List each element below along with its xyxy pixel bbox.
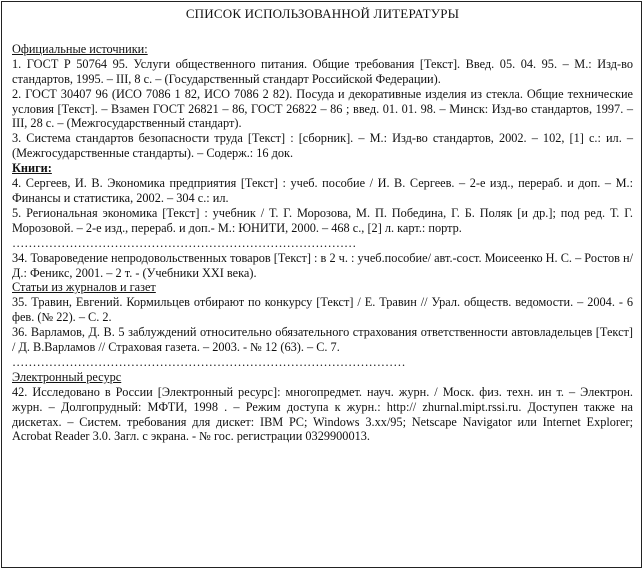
list-item: 34. Товароведение непродовольственных товаров [Текст] : в 2 ч. : учеб.пособие/ авт.-сост. Моисеенко Н. С. – Ростов н/Д.: Феникс, 2001. – 2 т. - (Учебники XXI века).	[12, 250, 633, 280]
list-item: 35. Травин, Евгений. Кормильцев отбирают по конкурсу [Текст] / Е. Травин // Урал. обществ. ведомости. – 2004. - 6 фев. (№ 22). – С. 2.	[12, 295, 633, 325]
bibliography-page	[1, 1, 642, 568]
section-heading-official: Официальные источники:	[12, 41, 148, 56]
section-heading-electronic: Электронный ресурс	[12, 369, 122, 384]
page-title: СПИСОК ИСПОЛЬЗОВАННОЙ ЛИТЕРАТУРЫ	[185, 6, 460, 21]
list-item: 36. Варламов, Д. В. 5 заблуждений относительно обязательного страхования ответственности автовладельцев [Текст] / Д. В.Варламов // Страховая газета. – 2003. - № 12 (63). – С. 7.	[12, 325, 633, 355]
list-item: 1. ГОСТ Р 50764 95. Услуги общественного питания. Общие требования [Текст]. Введ. 05. 04. 95. – М.: Изд-во стандартов, 1995. – III, 8 с. – (Государственный стандарт Российской Федерации).	[12, 56, 633, 86]
list-item: 3. Система стандартов безопасности труда [Текст] : [сборник]. – М.: Изд-во стандартов, 2002. – 102, [1] с.: ил. – (Межгосударственные стандарты). – Содерж.: 16 док.	[12, 131, 633, 161]
section-heading-articles: Статьи из журналов и газет	[12, 280, 156, 295]
ellipsis-divider: …………………………………………………………………………	[12, 235, 357, 250]
list-item: 42. Исследовано в России [Электронный ресурс]: многопредмет. науч. журн. / Моск. физ. техн. ин т. – Электрон. журн. – Долгопрудный: МФТИ, 1998 . – Режим доступа к журн.: http:// zhurnal.mipt.rssi.ru. Доступен также на дискетах. – Систем. требования для дискет: IBM PC; Windows 3.xx/95; Netscape Navigator или Internet Explorer; Acrobat Reader 3.0. Загл. с экрана. - № гос. регистрации 0329900013.	[12, 384, 633, 444]
ellipsis-divider: ……………………………………………………………………………………	[12, 354, 406, 369]
list-item: 2. ГОСТ 30407 96 (ИСО 7086 1 82, ИСО 7086 2 82). Посуда и декоративные изделия из стекла. Общие технические условия [Текст]. – Взамен ГОСТ 26821 – 86, ГОСТ 26822 – 86 ; введ. 01. 01. 98. – Минск: Изд-во стандартов, 1997. – III, 28 с. – (Межгосударственный стандарт).	[12, 86, 633, 131]
list-item: 4. Сергеев, И. В. Экономика предприятия [Текст] : учеб. пособие / И. В. Сергеев. – 2-е изд., перераб. и доп. – М.: Финансы и статистика, 2002. – 304 с.: ил.	[12, 176, 633, 205]
list-item: 5. Региональная экономика [Текст] : учебник / Т. Г. Морозова, М. П. Победина, Г. Б. Поляк [и др.]; под ред. Т. Г. Морозовой. – 2-е изд., перераб. и доп.- М.: ЮНИТИ, 2000. – 468 с., [2] л. карт.: портр.	[12, 205, 633, 235]
section-heading-books: Книги:	[12, 161, 52, 176]
